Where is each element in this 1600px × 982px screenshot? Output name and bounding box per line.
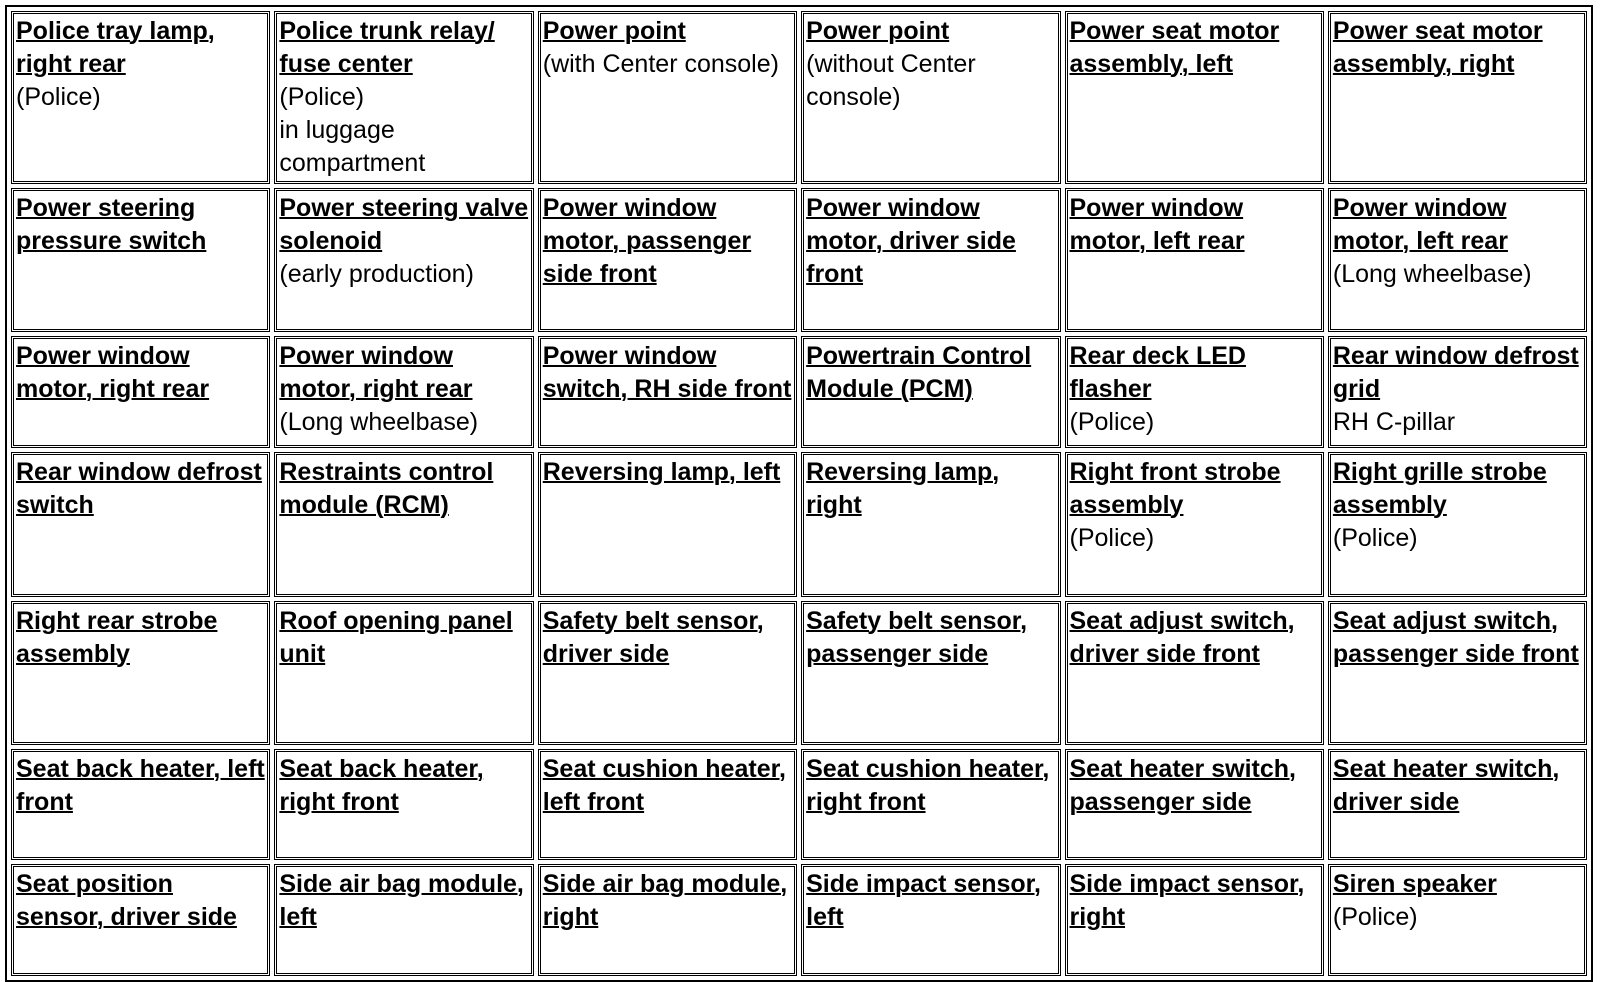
component-cell [274,749,533,860]
component-link[interactable]: Seat cushion heater, right front [806,755,1050,816]
component-note: (Police) [1332,524,1418,552]
component-link[interactable]: Safety belt sensor, passenger side [806,607,1028,668]
component-cell [1065,188,1324,332]
component-cell [538,452,797,597]
component-cell [1065,749,1324,860]
component-cell [1065,601,1324,745]
component-cell [11,11,270,184]
component-link[interactable]: Power window motor, right rear [16,342,210,403]
component-cell [1328,188,1587,332]
component-link[interactable]: Power window motor, right rear [279,342,473,403]
component-cell [274,864,533,976]
table-body [11,11,1587,976]
component-note: (with Center console) [542,50,779,78]
table-row [11,452,1587,597]
table-row [11,864,1587,976]
component-note: (Long wheelbase) [1332,260,1532,288]
component-cell [538,336,797,448]
table-row [11,601,1587,745]
component-link[interactable]: Restraints control module (RCM) [279,458,494,519]
component-link[interactable]: Safety belt sensor, driver side [542,607,764,668]
component-link[interactable]: Side impact sensor, left [806,870,1041,931]
component-cell [1065,336,1324,448]
component-cell [274,336,533,448]
component-cell [274,11,533,184]
component-cell [1328,749,1587,860]
table-row [11,336,1587,448]
component-cell [11,601,270,745]
component-cell [11,188,270,332]
component-link[interactable]: Side impact sensor, right [1069,870,1305,931]
component-cell [1328,864,1587,976]
table-row [11,11,1587,184]
component-cell [1328,601,1587,745]
component-link[interactable]: Power point [542,17,686,45]
component-cell [11,336,270,448]
component-link[interactable]: Seat adjust switch, driver side front [1069,607,1295,668]
table-row [11,188,1587,332]
component-cell [801,452,1060,597]
component-link[interactable]: Seat heater switch, passenger side [1069,755,1296,816]
component-link[interactable]: Power window motor, left rear [1069,194,1245,255]
component-link[interactable]: Power window motor, left rear [1332,194,1508,255]
component-link[interactable]: Seat back heater, left front [16,755,265,816]
component-cell [1328,11,1587,184]
component-link[interactable]: Police trunk relay/ fuse center [279,17,495,78]
component-link[interactable]: Side air bag module, right [542,870,788,931]
component-cell [1328,452,1587,597]
table-row [11,749,1587,860]
component-cell [801,11,1060,184]
component-cell [274,452,533,597]
component-link[interactable]: Seat cushion heater, left front [542,755,786,816]
component-note: RH C-pillar [1332,408,1456,436]
component-cell [1065,452,1324,597]
component-link[interactable]: Rear deck LED flasher [1069,342,1246,403]
component-link[interactable]: Reversing lamp, left [542,458,781,486]
component-link[interactable]: Power window motor, driver side front [806,194,1016,288]
component-link[interactable]: Seat heater switch, driver side [1332,755,1560,816]
component-link[interactable]: Roof opening panel unit [279,607,513,668]
component-link[interactable]: Seat adjust switch, passenger side front [1332,607,1579,668]
component-cell [538,864,797,976]
component-link[interactable]: Reversing lamp, right [806,458,1000,519]
component-note: (Long wheelbase) [279,408,479,436]
component-location-table [5,5,1593,982]
component-link[interactable]: Power seat motor assembly, right [1332,17,1543,78]
component-link[interactable]: Power steering pressure switch [16,194,207,255]
component-cell [11,749,270,860]
component-link[interactable]: Rear window defrost grid [1332,342,1579,403]
component-link[interactable]: Side air bag module, left [279,870,524,931]
component-cell [1065,864,1324,976]
component-cell [801,336,1060,448]
component-link[interactable]: Seat position sensor, driver side [16,870,237,931]
component-cell [11,864,270,976]
component-note: (Police) [1332,903,1418,931]
component-cell [274,188,533,332]
component-cell [274,601,533,745]
component-link[interactable]: Police tray lamp, right rear [16,17,215,78]
component-note: (Police) [16,83,101,111]
component-note: (without Center console) [806,50,976,111]
component-cell [801,188,1060,332]
component-link[interactable]: Siren speaker [1332,870,1497,898]
component-link[interactable]: Powertrain Control Module (PCM) [806,342,1032,403]
component-link[interactable]: Power window switch, RH side front [542,342,792,403]
component-note: in luggage compartment [279,116,426,177]
component-note: (Police) [1069,408,1155,436]
component-cell [1065,11,1324,184]
component-cell [801,749,1060,860]
component-link[interactable]: Power window motor, passenger side front [542,194,752,288]
component-cell [11,452,270,597]
component-cell [801,864,1060,976]
component-cell [1328,336,1587,448]
component-cell [538,749,797,860]
component-note: (Police) [279,83,365,111]
component-cell [801,601,1060,745]
component-link[interactable]: Rear window defrost switch [16,458,262,519]
component-link[interactable]: Seat back heater, right front [279,755,484,816]
component-note: (Police) [1069,524,1155,552]
component-link[interactable]: Power seat motor assembly, left [1069,17,1280,78]
component-link[interactable]: Power point [806,17,950,45]
component-link[interactable]: Right front strobe assembly [1069,458,1281,519]
component-cell [538,188,797,332]
component-link[interactable]: Power steering valve solenoid [279,194,529,255]
component-cell [538,601,797,745]
component-link[interactable]: Right rear strobe assembly [16,607,218,668]
component-note: (early production) [279,260,474,288]
component-link[interactable]: Right grille strobe assembly [1332,458,1547,519]
component-cell [538,11,797,184]
